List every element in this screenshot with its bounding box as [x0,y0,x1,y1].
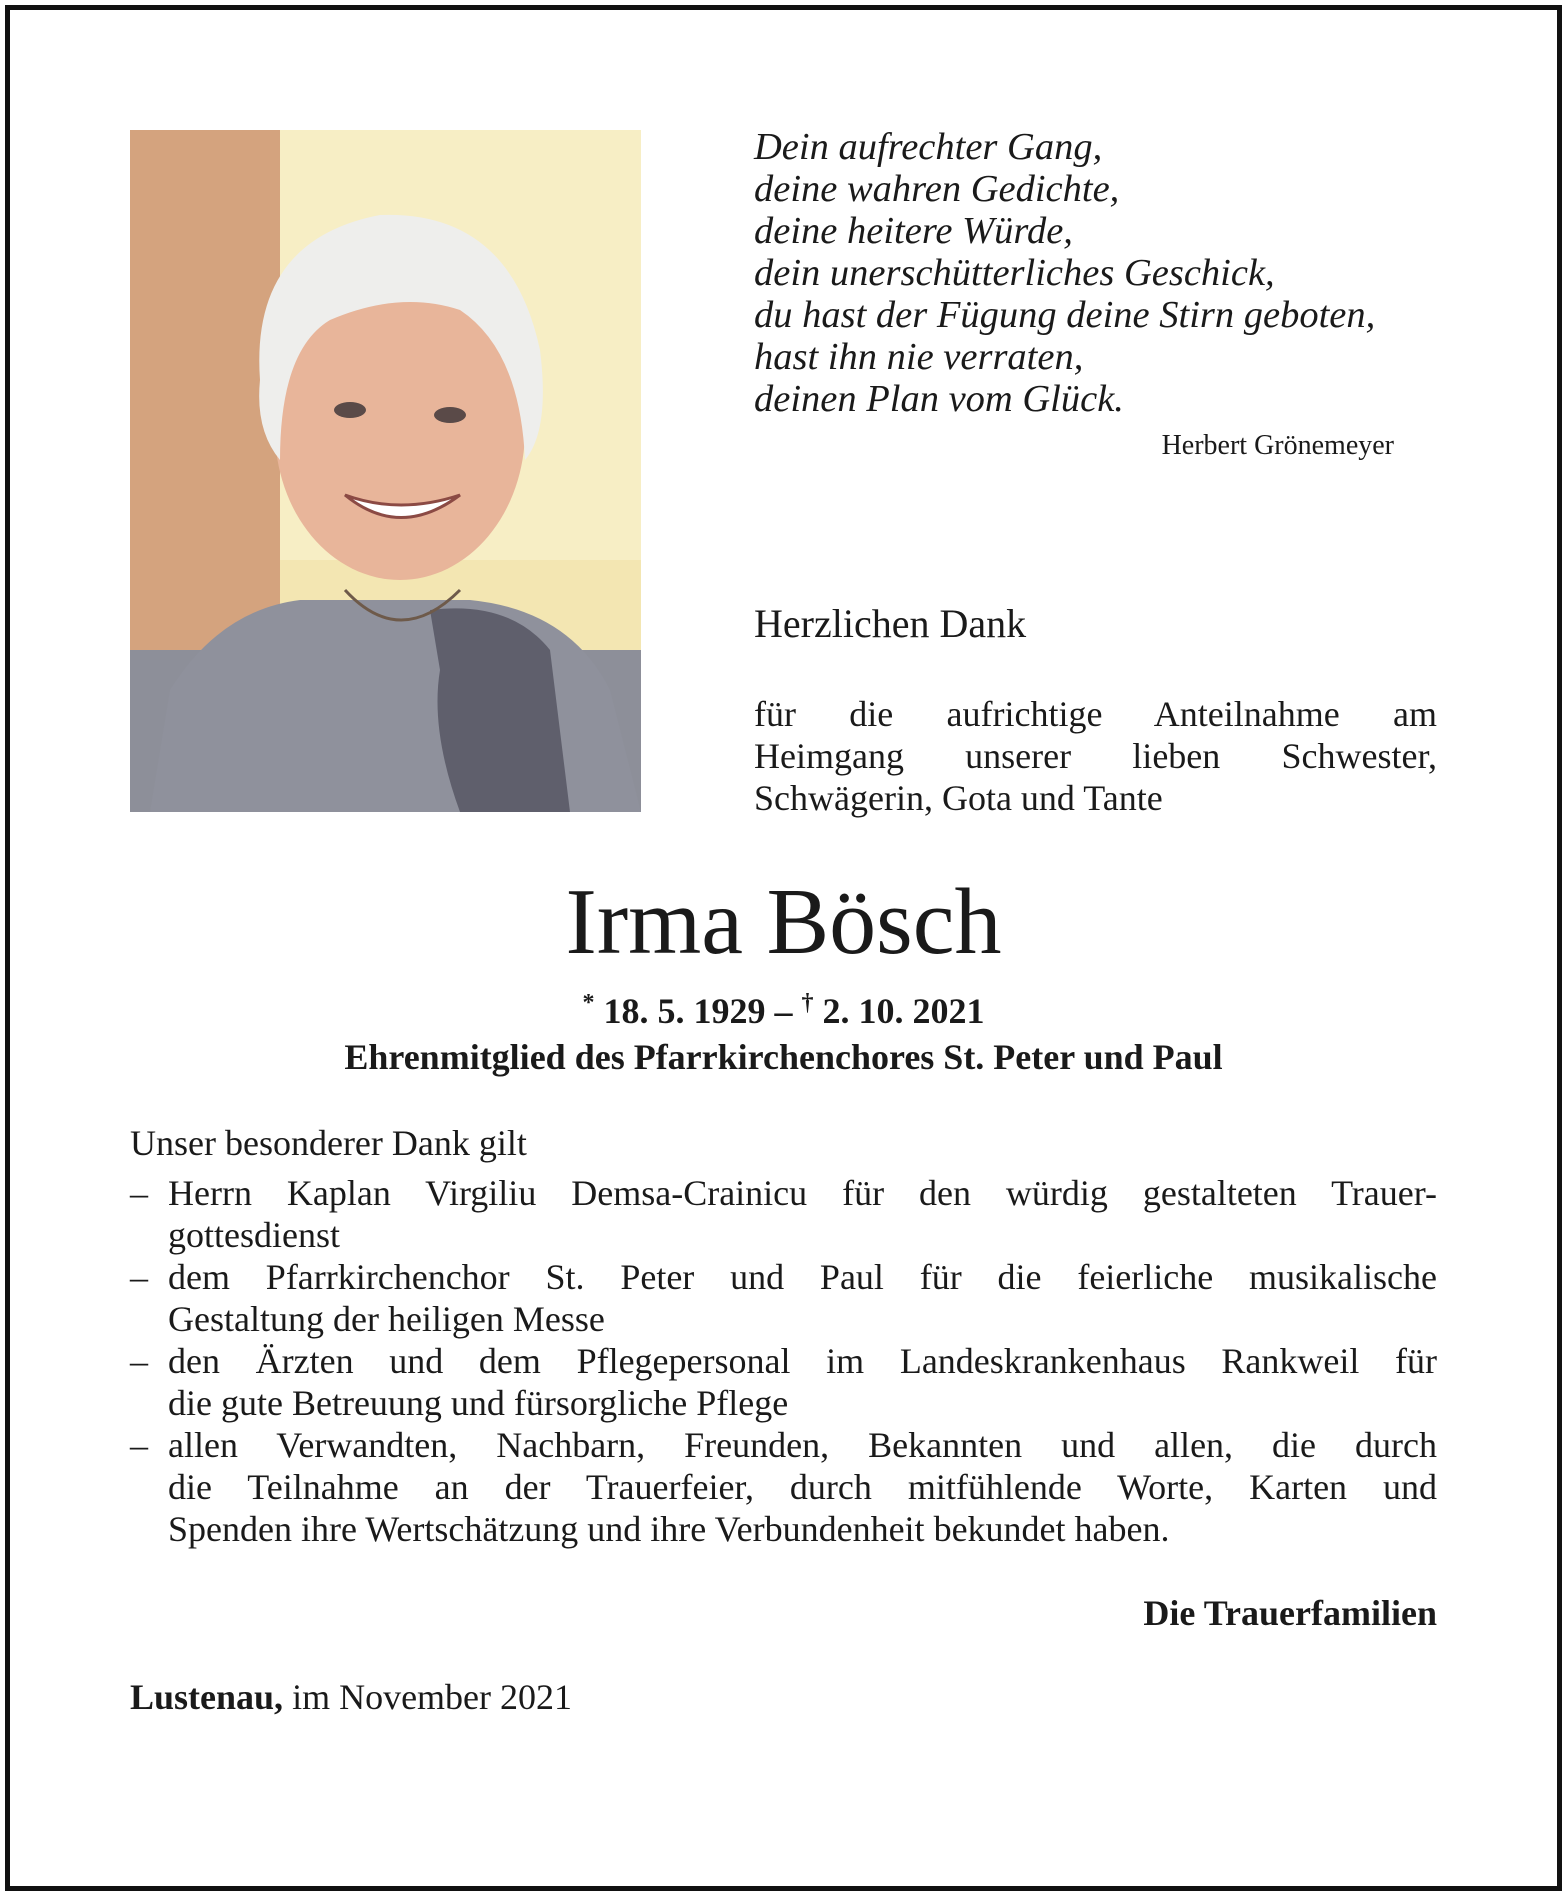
list-dash: – [130,1341,148,1381]
list-item-line: gottesdienst [168,1215,340,1255]
signature: Die Trauerfamilien [1143,1593,1437,1633]
list-item-line: Spenden ihre Wertschätzung und ihre Verbundenheit bekundet haben. [168,1509,1170,1549]
thanks-line: Schwägerin, Gota und Tante [754,778,1163,818]
death-symbol: † [801,990,814,1016]
birth-symbol: * [582,990,595,1016]
list-dash: – [130,1425,148,1465]
list-item [130,1424,1437,1550]
list-item-line: die gute Betreuung und fürsorgliche Pflege [168,1383,789,1423]
list-item-line: Herrn Kaplan Virgiliu Demsa-Crainicu für den würdig gestalteten Trauer- [168,1173,1437,1213]
place-date: im November 2021 [292,1677,573,1717]
thanks-text [754,693,1437,819]
list-item [130,1340,1437,1424]
date-separator: – [774,991,793,1031]
life-dates [0,990,1567,1032]
poem-line: deine wahren Gedichte, [754,168,1120,210]
poem-line: deine heitere Würde, [754,210,1073,252]
poem-line: Dein aufrechter Gang, [754,126,1103,168]
list-item-line: allen Verwandten, Nachbarn, Freunden, Bekannten und allen, die durch [168,1425,1437,1465]
poem-line: du hast der Fügung deine Stirn geboten, [754,294,1376,336]
list-dash: – [130,1257,148,1297]
thanks-line: Heimgang unserer lieben Schwester, [754,736,1437,776]
poem-author: Herbert Grönemeyer [1161,430,1394,461]
list-dash: – [130,1173,148,1213]
poem-line: dein unerschütterliches Geschick, [754,252,1275,294]
list-item [130,1256,1437,1340]
thanks-line: für die aufrichtige Anteilnahme am [754,694,1437,734]
honor-title: Ehrenmitglied des Pfarrkirchenchores St. Peter und Paul [344,1037,1223,1077]
list-item-line: den Ärzten und dem Pflegepersonal im Landeskrankenhaus Rankweil für [168,1341,1437,1381]
death-date: 2. 10. 2021 [822,991,985,1031]
poem [754,126,1394,420]
list-item-line: Gestaltung der heiligen Messe [168,1299,605,1339]
portrait-photo [130,130,641,812]
poem-line: deinen Plan vom Glück. [754,378,1124,420]
list-item-line: die Teilnahme an der Trauerfeier, durch mitfühlende Worte, Karten und [168,1467,1437,1507]
thanks-title: Herzlichen Dank [754,601,1027,646]
gratitude-intro: Unser besonderer Dank gilt [130,1123,527,1163]
gratitude-list [130,1172,1437,1550]
poem-line: hast ihn nie verraten, [754,336,1084,378]
list-item-line: dem Pfarrkirchenchor St. Peter und Paul für die feierliche musikalische [168,1257,1437,1297]
deceased-name: Irma Bösch [565,870,1002,974]
list-item [130,1172,1437,1256]
place-and-date [130,1676,572,1718]
birth-date: 18. 5. 1929 [603,991,766,1031]
place-town: Lustenau, [130,1677,284,1717]
